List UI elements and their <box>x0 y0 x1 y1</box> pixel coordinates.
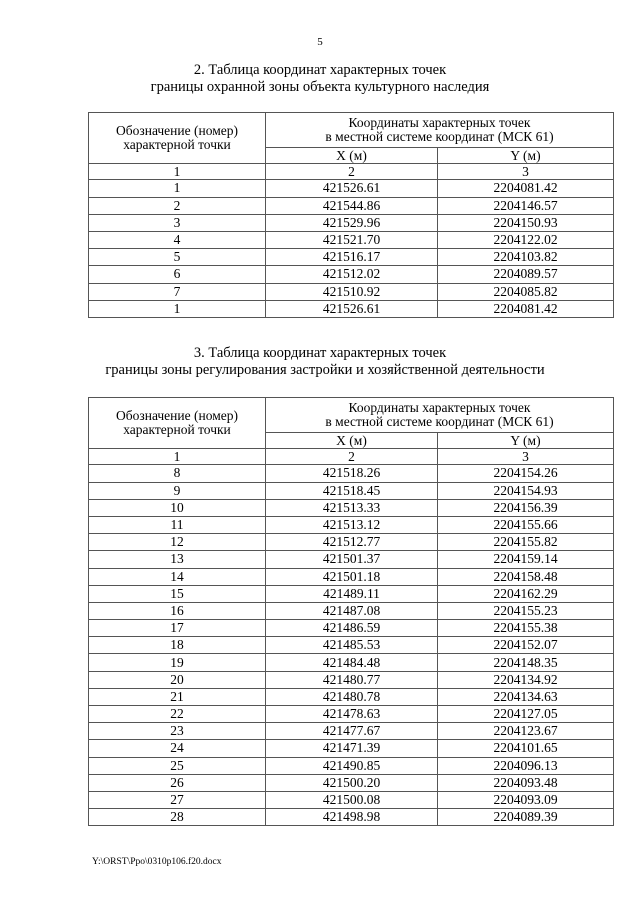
x-coordinate-cell: 421513.33 <box>266 499 438 516</box>
y-coordinate-cell: 2204154.93 <box>438 482 614 499</box>
x-coordinate-cell: 421485.53 <box>266 637 438 654</box>
point-number-cell: 17 <box>89 620 266 637</box>
table-row <box>89 757 614 774</box>
coords-column-header <box>266 398 614 433</box>
table-2-title <box>0 345 640 379</box>
y-coordinate-cell: 2204162.29 <box>438 585 614 602</box>
point-number-cell: 23 <box>89 723 266 740</box>
y-column-header: Y (м) <box>438 148 614 164</box>
point-column-header: Обозначение (номер) характерной точки <box>89 113 266 164</box>
point-number-cell: 4 <box>89 231 266 248</box>
x-coordinate-cell: 421501.37 <box>266 551 438 568</box>
y-coordinate-cell: 2204148.35 <box>438 654 614 671</box>
point-number-cell: 19 <box>89 654 266 671</box>
x-column-header: X (м) <box>266 433 438 449</box>
x-coordinate-cell: 421510.92 <box>266 283 438 300</box>
y-coordinate-cell: 2204154.26 <box>438 465 614 482</box>
table-row <box>89 602 614 619</box>
column-number: 2 <box>266 164 438 180</box>
point-number-cell: 5 <box>89 249 266 266</box>
point-number-cell: 10 <box>89 499 266 516</box>
x-coordinate-cell: 421513.12 <box>266 516 438 533</box>
table-row <box>89 283 614 300</box>
column-number: 3 <box>438 164 614 180</box>
table-row <box>89 568 614 585</box>
table-1-title <box>0 62 640 96</box>
x-column-header: X (м) <box>266 148 438 164</box>
x-coordinate-cell: 421471.39 <box>266 740 438 757</box>
y-coordinate-cell: 2204159.14 <box>438 551 614 568</box>
x-coordinate-cell: 421526.61 <box>266 300 438 317</box>
point-number-cell: 18 <box>89 637 266 654</box>
table-row <box>89 231 614 248</box>
file-path-footer: Y:\ORST\Ppo\0310p106.f20.docx <box>92 857 222 867</box>
table-1-coordinates <box>88 112 614 318</box>
column-number: 2 <box>266 449 438 465</box>
point-number-cell: 25 <box>89 757 266 774</box>
y-coordinate-cell: 2204096.13 <box>438 757 614 774</box>
point-number-cell: 3 <box>89 214 266 231</box>
coords-header-line-2: в местной системе координат (МСК 61) <box>325 129 554 144</box>
table-row <box>89 300 614 317</box>
y-coordinate-cell: 2204134.92 <box>438 671 614 688</box>
y-coordinate-cell: 2204085.82 <box>438 283 614 300</box>
table-2-title-line-2: границы зоны регулирования застройки и хозяйственной деятельности <box>105 362 545 378</box>
point-number-cell: 13 <box>89 551 266 568</box>
y-column-header: Y (м) <box>438 433 614 449</box>
x-coordinate-cell: 421501.18 <box>266 568 438 585</box>
coords-header-line-1: Координаты характерных точек <box>348 400 531 415</box>
y-coordinate-cell: 2204127.05 <box>438 706 614 723</box>
coords-header-line-1: Координаты характерных точек <box>348 115 531 130</box>
y-coordinate-cell: 2204103.82 <box>438 249 614 266</box>
point-number-cell: 16 <box>89 602 266 619</box>
y-coordinate-cell: 2204155.38 <box>438 620 614 637</box>
y-coordinate-cell: 2204101.65 <box>438 740 614 757</box>
point-number-cell: 7 <box>89 283 266 300</box>
coords-column-header <box>266 113 614 148</box>
x-coordinate-cell: 421478.63 <box>266 706 438 723</box>
x-coordinate-cell: 421484.48 <box>266 654 438 671</box>
table-1-title-line-2: границы охранной зоны объекта культурного наследия <box>150 79 490 95</box>
table-row <box>89 637 614 654</box>
point-number-cell: 12 <box>89 534 266 551</box>
point-number-cell: 24 <box>89 740 266 757</box>
y-coordinate-cell: 2204152.07 <box>438 637 614 654</box>
point-number-cell: 1 <box>89 300 266 317</box>
column-number-row <box>89 164 614 180</box>
x-coordinate-cell: 421512.02 <box>266 266 438 283</box>
x-coordinate-cell: 421544.86 <box>266 197 438 214</box>
table-row <box>89 214 614 231</box>
x-coordinate-cell: 421480.78 <box>266 688 438 705</box>
x-coordinate-cell: 421518.45 <box>266 482 438 499</box>
table-row <box>89 671 614 688</box>
point-number-cell: 2 <box>89 197 266 214</box>
point-number-cell: 8 <box>89 465 266 482</box>
point-number-cell: 14 <box>89 568 266 585</box>
y-coordinate-cell: 2204146.57 <box>438 197 614 214</box>
table-row <box>89 197 614 214</box>
table-row <box>89 706 614 723</box>
table-row <box>89 688 614 705</box>
point-number-cell: 6 <box>89 266 266 283</box>
point-number-cell: 27 <box>89 791 266 808</box>
y-coordinate-cell: 2204155.66 <box>438 516 614 533</box>
y-coordinate-cell: 2204158.48 <box>438 568 614 585</box>
table-row <box>89 516 614 533</box>
x-coordinate-cell: 421529.96 <box>266 214 438 231</box>
y-coordinate-cell: 2204081.42 <box>438 180 614 197</box>
table-row <box>89 465 614 482</box>
table-row <box>89 791 614 808</box>
table-row <box>89 499 614 516</box>
x-coordinate-cell: 421526.61 <box>266 180 438 197</box>
x-coordinate-cell: 421490.85 <box>266 757 438 774</box>
table-header-row <box>89 398 614 433</box>
table-row <box>89 534 614 551</box>
column-number: 1 <box>89 164 266 180</box>
y-coordinate-cell: 2204089.57 <box>438 266 614 283</box>
table-row <box>89 723 614 740</box>
y-coordinate-cell: 2204122.02 <box>438 231 614 248</box>
y-coordinate-cell: 2204123.67 <box>438 723 614 740</box>
point-number-cell: 28 <box>89 809 266 826</box>
table-row <box>89 482 614 499</box>
y-coordinate-cell: 2204156.39 <box>438 499 614 516</box>
point-number-cell: 11 <box>89 516 266 533</box>
table-row <box>89 249 614 266</box>
x-coordinate-cell: 421521.70 <box>266 231 438 248</box>
table-header-row <box>89 113 614 148</box>
column-number-row <box>89 449 614 465</box>
table-row <box>89 809 614 826</box>
y-coordinate-cell: 2204155.23 <box>438 602 614 619</box>
x-coordinate-cell: 421500.08 <box>266 791 438 808</box>
column-number: 1 <box>89 449 266 465</box>
y-coordinate-cell: 2204134.63 <box>438 688 614 705</box>
table-row <box>89 774 614 791</box>
table-row <box>89 585 614 602</box>
x-coordinate-cell: 421498.98 <box>266 809 438 826</box>
table-1-title-line-1: 2. Таблица координат характерных точек <box>193 62 447 78</box>
x-coordinate-cell: 421512.77 <box>266 534 438 551</box>
table-row <box>89 620 614 637</box>
page-number: 5 <box>317 36 323 48</box>
point-number-cell: 22 <box>89 706 266 723</box>
x-coordinate-cell: 421500.20 <box>266 774 438 791</box>
x-coordinate-cell: 421516.17 <box>266 249 438 266</box>
point-column-header: Обозначение (номер) характерной точки <box>89 398 266 449</box>
point-number-cell: 9 <box>89 482 266 499</box>
x-coordinate-cell: 421489.11 <box>266 585 438 602</box>
y-coordinate-cell: 2204155.82 <box>438 534 614 551</box>
table-row <box>89 740 614 757</box>
y-coordinate-cell: 2204093.09 <box>438 791 614 808</box>
y-coordinate-cell: 2204089.39 <box>438 809 614 826</box>
column-number: 3 <box>438 449 614 465</box>
table-2-title-line-1: 3. Таблица координат характерных точек <box>193 345 447 361</box>
point-number-cell: 26 <box>89 774 266 791</box>
table-row <box>89 266 614 283</box>
table-row <box>89 654 614 671</box>
point-number-cell: 15 <box>89 585 266 602</box>
coords-header-line-2: в местной системе координат (МСК 61) <box>325 414 554 429</box>
x-coordinate-cell: 421477.67 <box>266 723 438 740</box>
point-number-cell: 1 <box>89 180 266 197</box>
x-coordinate-cell: 421487.08 <box>266 602 438 619</box>
x-coordinate-cell: 421518.26 <box>266 465 438 482</box>
point-number-cell: 21 <box>89 688 266 705</box>
table-2-coordinates <box>88 397 614 826</box>
y-coordinate-cell: 2204081.42 <box>438 300 614 317</box>
table-row <box>89 551 614 568</box>
y-coordinate-cell: 2204093.48 <box>438 774 614 791</box>
x-coordinate-cell: 421486.59 <box>266 620 438 637</box>
table-row <box>89 180 614 197</box>
point-number-cell: 20 <box>89 671 266 688</box>
x-coordinate-cell: 421480.77 <box>266 671 438 688</box>
y-coordinate-cell: 2204150.93 <box>438 214 614 231</box>
